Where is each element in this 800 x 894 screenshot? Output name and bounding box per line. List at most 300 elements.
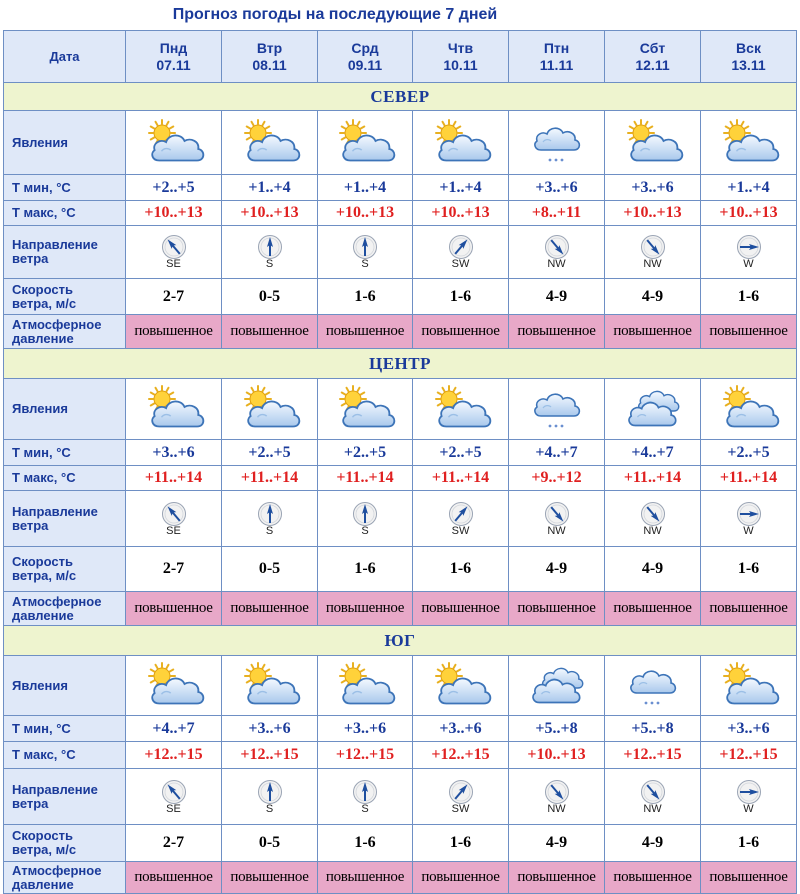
tmax-cell — [413, 201, 509, 226]
pressure-row — [4, 592, 797, 626]
weather-cell — [222, 656, 318, 716]
region-name: ЦЕНТР — [368, 353, 431, 373]
tmin-cell — [413, 440, 509, 466]
tmin-value: +3..+6 — [152, 443, 195, 461]
phenomena-label — [4, 111, 126, 175]
wind-speed-row — [4, 547, 797, 592]
tmax-cell — [222, 466, 318, 491]
pressure-cell — [605, 862, 701, 894]
partly-cloudy-icon — [715, 661, 783, 711]
day-name: Пнд — [159, 39, 188, 56]
wind-speed-cell — [222, 825, 318, 862]
tmax-cell — [605, 742, 701, 769]
weather-cell — [318, 111, 413, 175]
tmin-cell — [509, 716, 605, 742]
wind-dir-text: SW — [451, 802, 470, 815]
tmax-value: +12..+15 — [719, 746, 778, 763]
tmin-label — [4, 716, 126, 742]
row-label-text: Т мин, °С — [12, 179, 71, 195]
wind-speed-cell — [701, 279, 797, 315]
row-label-text: Т мин, °С — [12, 444, 71, 460]
weather-cell — [318, 379, 413, 440]
partly-cloudy-icon — [140, 118, 208, 168]
pressure-cell — [413, 315, 509, 349]
wind-speed-cell — [701, 547, 797, 592]
wind-dir-text: S — [265, 802, 274, 815]
compass-icon — [544, 234, 570, 260]
wind-speed-value: 1-6 — [737, 834, 760, 851]
region-title — [4, 626, 797, 656]
wind-dir-cell — [318, 226, 413, 279]
tmin-cell — [605, 716, 701, 742]
wind-speed-value: 0-5 — [258, 287, 281, 305]
pressure-value: повышенное — [230, 323, 309, 339]
tmin-cell — [318, 440, 413, 466]
cloud-snow-icon — [523, 118, 591, 168]
day-name: Срд — [351, 39, 379, 56]
partly-cloudy-icon — [427, 118, 495, 168]
tmin-cell — [126, 440, 222, 466]
pressure-cell — [318, 862, 413, 894]
pressure-cell — [701, 592, 797, 626]
wind-dir-text: S — [361, 258, 369, 270]
pressure-label — [4, 862, 126, 894]
tmin-cell — [222, 716, 318, 742]
row-label-text: Направление — [12, 503, 98, 519]
tmax-cell — [509, 742, 605, 769]
pressure-value: повышенное — [134, 323, 213, 339]
tmax-value: +10..+13 — [144, 204, 203, 221]
partly-cloudy-icon — [715, 384, 783, 434]
wind-speed-value: 1-6 — [449, 560, 472, 577]
compass-icon — [352, 779, 378, 805]
tmax-value: +12..+15 — [335, 746, 395, 763]
day-date: 13.11 — [731, 56, 766, 73]
tmax-value: +10..+13 — [240, 204, 299, 221]
wind-speed-value: 1-6 — [354, 834, 376, 851]
partly-cloudy-icon — [619, 118, 687, 168]
region-title — [4, 349, 797, 379]
pressure-cell — [509, 592, 605, 626]
tmax-cell — [701, 742, 797, 769]
tmax-value: +11..+14 — [336, 469, 394, 486]
tmax-value: +8..+11 — [531, 204, 582, 221]
tmax-value: +10..+13 — [719, 204, 778, 221]
region-row — [4, 83, 797, 111]
tmin-cell — [701, 440, 797, 466]
tmin-label — [4, 440, 126, 466]
weather-cell — [413, 379, 509, 440]
pressure-cell — [605, 315, 701, 349]
tmin-value: +5..+8 — [535, 719, 578, 737]
compass-icon — [736, 501, 762, 527]
wind-dir-text: NW — [643, 258, 662, 270]
tmax-cell — [222, 201, 318, 226]
row-label-text: Направление — [12, 237, 98, 252]
wind-speed-value: 0-5 — [258, 834, 281, 851]
pressure-value: повышенное — [325, 869, 405, 885]
wind-dir-text: SE — [166, 524, 181, 537]
wind-dir-text: S — [265, 524, 274, 537]
compass-icon — [257, 779, 283, 805]
pressure-value: повышенное — [325, 600, 405, 616]
day-date: 08.11 — [252, 56, 287, 73]
wind-dir-cell — [222, 226, 318, 279]
tmin-value: +2..+5 — [152, 178, 195, 196]
pressure-cell — [126, 862, 222, 894]
wind-dir-cell — [701, 491, 797, 547]
compass-icon — [161, 779, 187, 805]
wind-dir-text: NW — [643, 802, 662, 815]
compass-icon — [352, 234, 378, 260]
wind-speed-cell — [126, 825, 222, 862]
pressure-value: повышенное — [325, 323, 405, 339]
tmax-value: +12..+15 — [144, 746, 203, 763]
day-name: Чтв — [447, 39, 474, 56]
tmax-cell — [605, 466, 701, 491]
row-label-text: Атмосферное — [12, 593, 102, 609]
tmin-value: +1..+4 — [439, 178, 482, 196]
tmin-value: +2..+5 — [439, 443, 482, 461]
tmax-value: +12..+15 — [623, 746, 682, 763]
tmax-cell — [509, 201, 605, 226]
tmax-label — [4, 201, 126, 226]
wind-dir-cell — [605, 769, 701, 825]
tmin-value: +2..+5 — [727, 443, 770, 461]
pressure-value: повышенное — [230, 600, 309, 616]
weather-cell — [509, 111, 605, 175]
partly-cloudy-icon — [140, 384, 208, 434]
pressure-value: повышенное — [613, 600, 692, 616]
region-name: СЕВЕР — [370, 86, 430, 106]
tmax-value: +11..+14 — [431, 469, 490, 486]
day-name: Сбт — [639, 39, 666, 56]
row-label-text: Т макс, °С — [12, 470, 76, 485]
wind-dir-cell — [413, 491, 509, 547]
wind-dir-cell — [605, 491, 701, 547]
tmax-value: +11..+14 — [240, 469, 299, 486]
compass-icon — [640, 501, 666, 527]
pressure-cell — [222, 315, 318, 349]
phenomena-row — [4, 379, 797, 440]
row-label-text: давление — [12, 876, 74, 892]
day-header-1 — [222, 31, 318, 83]
wind-speed-value: 1-6 — [354, 560, 376, 577]
tmax-value: +11..+14 — [144, 469, 203, 486]
wind-dir-text: SW — [451, 258, 470, 270]
pressure-value: повышенное — [230, 869, 309, 885]
region-row — [4, 349, 797, 379]
day-date: 11.11 — [539, 56, 574, 73]
wind-speed-value: 1-6 — [354, 287, 376, 305]
tmax-value: +11..+14 — [719, 469, 778, 486]
wind-dir-row — [4, 769, 797, 825]
partly-cloudy-icon — [427, 661, 495, 711]
partly-cloudy-icon — [236, 384, 304, 434]
pressure-cell — [222, 592, 318, 626]
wind-speed-value: 4-9 — [641, 834, 664, 851]
pressure-label — [4, 315, 126, 349]
wind-speed-value: 1-6 — [737, 560, 760, 577]
tmax-cell — [126, 466, 222, 491]
tmax-value: +10..+13 — [527, 746, 586, 763]
day-header-5 — [605, 31, 701, 83]
wind-dir-text: SE — [166, 802, 181, 815]
weather-cell — [701, 656, 797, 716]
pressure-value: повышенное — [517, 869, 596, 885]
wind-speed-cell — [413, 547, 509, 592]
pressure-cell — [413, 862, 509, 894]
pressure-cell — [318, 315, 413, 349]
row-label-text: Явления — [12, 134, 68, 150]
wind-dir-text: S — [361, 802, 369, 815]
tmin-cell — [605, 175, 701, 201]
wind-dir-cell — [605, 226, 701, 279]
tmax-value: +12..+15 — [431, 746, 490, 763]
day-name: Птн — [543, 39, 570, 56]
tmin-cell — [509, 175, 605, 201]
compass-icon — [448, 234, 474, 260]
wind-speed-cell — [318, 547, 413, 592]
tmin-value: +1..+4 — [727, 178, 770, 196]
tmin-value: +4..+7 — [631, 443, 674, 461]
wind-dir-cell — [509, 769, 605, 825]
wind-dir-cell — [318, 491, 413, 547]
tmin-row — [4, 440, 797, 466]
pressure-value: повышенное — [134, 869, 213, 885]
wind-dir-text: NW — [547, 524, 566, 537]
wind-speed-label — [4, 825, 126, 862]
wind-dir-cell — [509, 226, 605, 279]
pressure-cell — [413, 592, 509, 626]
tmax-cell — [126, 742, 222, 769]
day-date: 10.11 — [443, 56, 478, 73]
pressure-value: повышенное — [709, 600, 788, 616]
forecast-table — [3, 30, 797, 894]
row-label-text: ветра, м/с — [12, 295, 77, 311]
wind-speed-cell — [126, 547, 222, 592]
wind-speed-cell — [605, 547, 701, 592]
phenomena-label — [4, 656, 126, 716]
row-label-text: Атмосферное — [12, 316, 102, 332]
phenomena-label — [4, 379, 126, 440]
tmax-cell — [701, 466, 797, 491]
compass-icon — [640, 779, 666, 805]
row-label-text: Скорость — [12, 554, 73, 569]
tmax-value: +10..+13 — [335, 204, 395, 221]
wind-speed-cell — [509, 279, 605, 315]
tmax-cell — [413, 742, 509, 769]
compass-icon — [448, 779, 474, 805]
wind-speed-label — [4, 547, 126, 592]
compass-icon — [257, 501, 283, 527]
wind-dir-cell — [318, 769, 413, 825]
wind-dir-label — [4, 769, 126, 825]
tmax-value: +12..+15 — [240, 746, 299, 763]
wind-speed-label — [4, 279, 126, 315]
tmin-value: +3..+6 — [248, 719, 291, 737]
wind-dir-cell — [509, 491, 605, 547]
phenomena-row — [4, 111, 797, 175]
weather-cell — [413, 111, 509, 175]
wind-speed-value: 0-5 — [258, 560, 281, 577]
tmin-cell — [413, 716, 509, 742]
pressure-cell — [318, 592, 413, 626]
region-row — [4, 626, 797, 656]
row-label-text: ветра — [12, 795, 49, 811]
pressure-value: повышенное — [709, 323, 788, 339]
pressure-cell — [126, 315, 222, 349]
partly-cloudy-icon — [331, 661, 399, 711]
wind-dir-text: S — [265, 258, 274, 270]
pressure-cell — [509, 315, 605, 349]
tmax-cell — [222, 742, 318, 769]
header-row — [4, 31, 797, 83]
wind-dir-text: NW — [547, 802, 566, 815]
tmin-cell — [222, 175, 318, 201]
tmax-row — [4, 466, 797, 491]
compass-icon — [544, 779, 570, 805]
partly-cloudy-icon — [236, 118, 304, 168]
wind-speed-cell — [509, 547, 605, 592]
weather-cell — [126, 111, 222, 175]
tmin-value: +3..+6 — [439, 719, 482, 737]
tmin-cell — [413, 175, 509, 201]
compass-icon — [161, 501, 187, 527]
weather-cell — [509, 379, 605, 440]
row-label-text: Скорость — [12, 828, 73, 843]
row-label-text: Явления — [12, 401, 68, 416]
pressure-cell — [605, 592, 701, 626]
tmax-label — [4, 742, 126, 769]
wind-dir-cell — [222, 491, 318, 547]
wind-speed-cell — [413, 825, 509, 862]
tmin-cell — [605, 440, 701, 466]
wind-dir-label — [4, 226, 126, 279]
tmax-cell — [318, 201, 413, 226]
cloud-snow-icon — [523, 384, 591, 434]
wind-speed-value: 4-9 — [641, 287, 664, 305]
cloudy-icon — [523, 661, 591, 711]
tmax-value: +10..+13 — [623, 204, 682, 221]
wind-speed-cell — [318, 825, 413, 862]
wind-speed-value: 2-7 — [162, 834, 185, 851]
row-label-text: Т макс, °С — [12, 205, 76, 220]
tmin-value: +5..+8 — [631, 719, 674, 737]
partly-cloudy-icon — [140, 661, 208, 711]
row-label-text: Скорость — [12, 281, 73, 297]
wind-speed-value: 1-6 — [737, 287, 760, 305]
day-name: Втр — [256, 39, 283, 56]
tmax-cell — [509, 466, 605, 491]
compass-icon — [161, 234, 187, 260]
pressure-row — [4, 315, 797, 349]
tmin-cell — [318, 716, 413, 742]
partly-cloudy-icon — [331, 118, 399, 168]
wind-dir-cell — [413, 226, 509, 279]
wind-speed-value: 2-7 — [162, 287, 185, 305]
row-label-text: ветра, м/с — [12, 842, 77, 857]
wind-speed-row — [4, 279, 797, 315]
compass-icon — [544, 501, 570, 527]
wind-speed-value: 4-9 — [545, 287, 568, 305]
tmin-value: +3..+6 — [631, 178, 674, 196]
tmin-label — [4, 175, 126, 201]
compass-icon — [640, 234, 666, 260]
row-label-text: ветра — [12, 517, 49, 533]
compass-icon — [448, 501, 474, 527]
tmax-cell — [413, 466, 509, 491]
day-date: 09.11 — [347, 56, 383, 73]
wind-speed-value: 1-6 — [449, 287, 472, 305]
wind-dir-text: NW — [643, 524, 662, 537]
wind-speed-value: 4-9 — [641, 560, 664, 577]
wind-dir-row — [4, 226, 797, 279]
pressure-value: повышенное — [613, 323, 692, 339]
wind-speed-cell — [605, 825, 701, 862]
pressure-cell — [701, 315, 797, 349]
wind-dir-row — [4, 491, 797, 547]
day-date: 07.11 — [156, 56, 191, 73]
pressure-value: повышенное — [421, 323, 500, 339]
weather-cell — [605, 111, 701, 175]
tmax-cell — [318, 742, 413, 769]
page-title: Прогноз погоды на последующие 7 дней — [172, 6, 498, 23]
tmin-value: +4..+7 — [152, 719, 195, 737]
weather-cell — [318, 656, 413, 716]
row-label-text: ветра, м/с — [12, 568, 77, 583]
tmax-cell — [605, 201, 701, 226]
wind-dir-text: SE — [166, 258, 181, 270]
date-label-text: Дата — [49, 49, 80, 64]
weather-cell — [413, 656, 509, 716]
weather-cell — [222, 111, 318, 175]
tmin-cell — [126, 716, 222, 742]
wind-dir-cell — [701, 226, 797, 279]
tmin-cell — [222, 440, 318, 466]
pressure-value: повышенное — [134, 600, 213, 616]
region-name: ЮГ — [384, 630, 416, 650]
row-label-text: Т мин, °С — [12, 720, 71, 736]
day-header-0 — [126, 31, 222, 83]
wind-speed-cell — [318, 279, 413, 315]
tmax-label — [4, 466, 126, 491]
wind-speed-cell — [413, 279, 509, 315]
weather-cell — [222, 379, 318, 440]
pressure-label — [4, 592, 126, 626]
weather-cell — [509, 656, 605, 716]
wind-dir-cell — [222, 769, 318, 825]
weather-cell — [126, 656, 222, 716]
day-name: Вск — [736, 39, 761, 56]
tmin-value: +1..+4 — [343, 178, 387, 196]
weather-cell — [126, 379, 222, 440]
tmax-cell — [318, 466, 413, 491]
phenomena-row — [4, 656, 797, 716]
tmin-value: +1..+4 — [248, 178, 291, 196]
tmin-value: +4..+7 — [535, 443, 578, 461]
wind-speed-value: 4-9 — [545, 560, 568, 577]
wind-speed-value: 2-7 — [162, 560, 185, 577]
row-label-text: Направление — [12, 781, 98, 797]
compass-icon — [736, 234, 762, 260]
weather-cell — [605, 379, 701, 440]
tmin-value: +3..+6 — [343, 719, 387, 737]
weather-cell — [701, 379, 797, 440]
pressure-value: повышенное — [421, 600, 500, 616]
tmin-cell — [701, 716, 797, 742]
tmax-row — [4, 201, 797, 226]
